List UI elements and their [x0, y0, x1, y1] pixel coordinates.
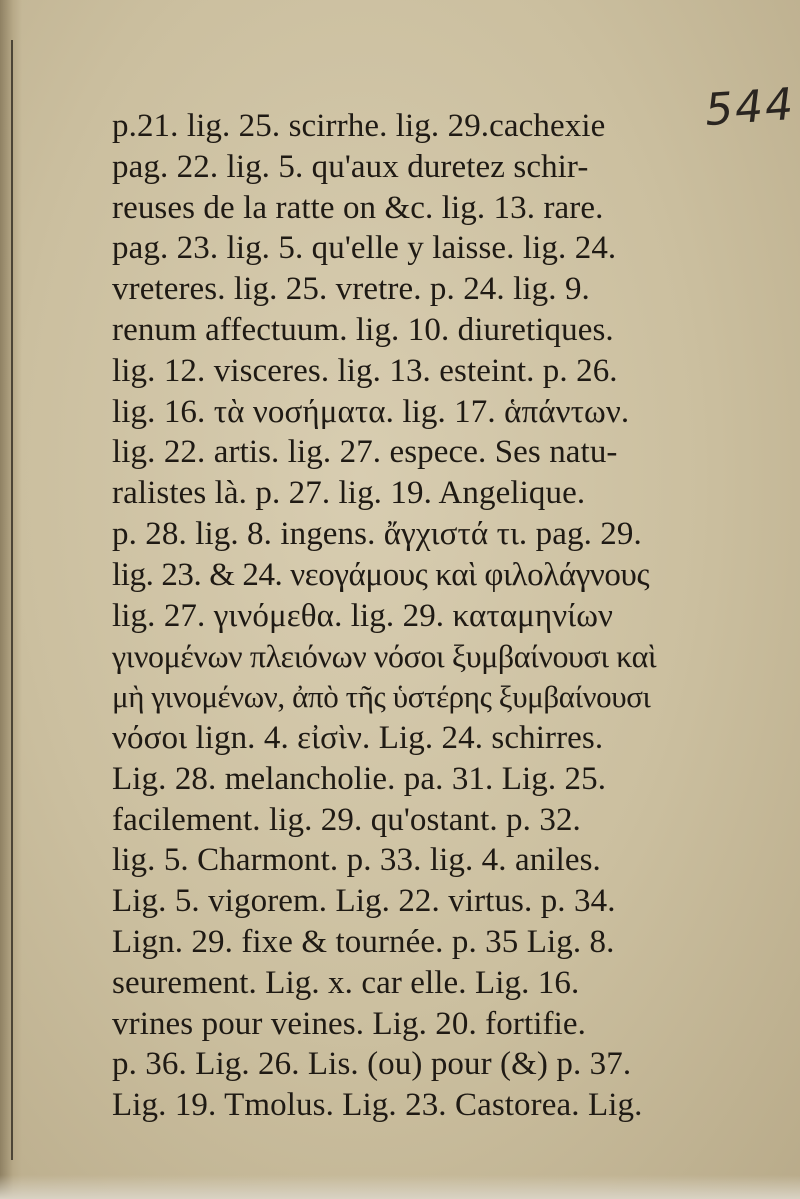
page-edge-bottom [0, 1175, 800, 1199]
text-line: lig. 12. visceres. lig. 13. esteint. p. 26. [112, 352, 618, 389]
text-line: lig. 5. Charmont. p. 33. lig. 4. aniles. [112, 842, 601, 879]
text-line: Lig. 19. Tmolus. Lig. 23. Castorea. Lig. [112, 1087, 643, 1124]
text-line: lig. 16. τὰ νοσήματα. lig. 17. ἁπάντων. [112, 393, 630, 430]
text-line: p. 36. Lig. 26. Lis. (ou) pour (&) p. 37. [112, 1046, 632, 1083]
errata-text-block [112, 106, 657, 1126]
text-line: μὴ γινομένων, ἀπὸ τῆς ὑστέρης ξυμβαίνουσι [112, 679, 651, 715]
text-line: vreteres. lig. 25. vretre. p. 24. lig. 9. [112, 271, 590, 308]
text-line: lig. 27. γινόμεθα. lig. 29. καταμηνίων [112, 597, 614, 634]
text-line: vrines pour veines. Lig. 20. fortifie. [112, 1005, 586, 1042]
text-line: pag. 22. lig. 5. qu'aux duretez schir- [112, 148, 589, 185]
text-line: νόσοι lign. 4. εἰσὶν. Lig. 24. schirres. [112, 719, 604, 756]
text-line: Lign. 29. fixe & tournée. p. 35 Lig. 8. [112, 923, 615, 960]
text-line: p.21. lig. 25. scirrhe. lig. 29.cachexie [112, 108, 606, 144]
text-line: renum affectuum. lig. 10. diuretiques. [112, 311, 614, 348]
text-line: pag. 23. lig. 5. qu'elle y laisse. lig. 24. [112, 230, 617, 267]
text-line: ralistes là. p. 27. lig. 19. Angelique. [112, 475, 586, 512]
text-line: lig. 22. artis. lig. 27. espece. Ses natu- [112, 434, 618, 471]
text-line: p. 28. lig. 8. ingens. ἄγχιστά τι. pag. 29. [112, 515, 642, 552]
text-line: facilement. lig. 29. qu'ostant. p. 32. [112, 801, 581, 838]
page-number: 544 [703, 78, 797, 137]
text-line: γινομένων πλειόνων νόσοι ξυμβαίνουσι καὶ [112, 638, 657, 675]
text-line: Lig. 28. melancholie. pa. 31. Lig. 25. [112, 760, 607, 797]
text-line: Lig. 5. vigorem. Lig. 22. virtus. p. 34. [112, 883, 616, 920]
text-line: reuses de la ratte on &c. lig. 13. rare. [112, 189, 604, 226]
text-line: seurement. Lig. x. car elle. Lig. 16. [112, 964, 580, 1001]
text-line: lig. 23. & 24. νεογάμους καὶ φιλολάγνους [112, 556, 650, 593]
binding-line [11, 40, 13, 1160]
